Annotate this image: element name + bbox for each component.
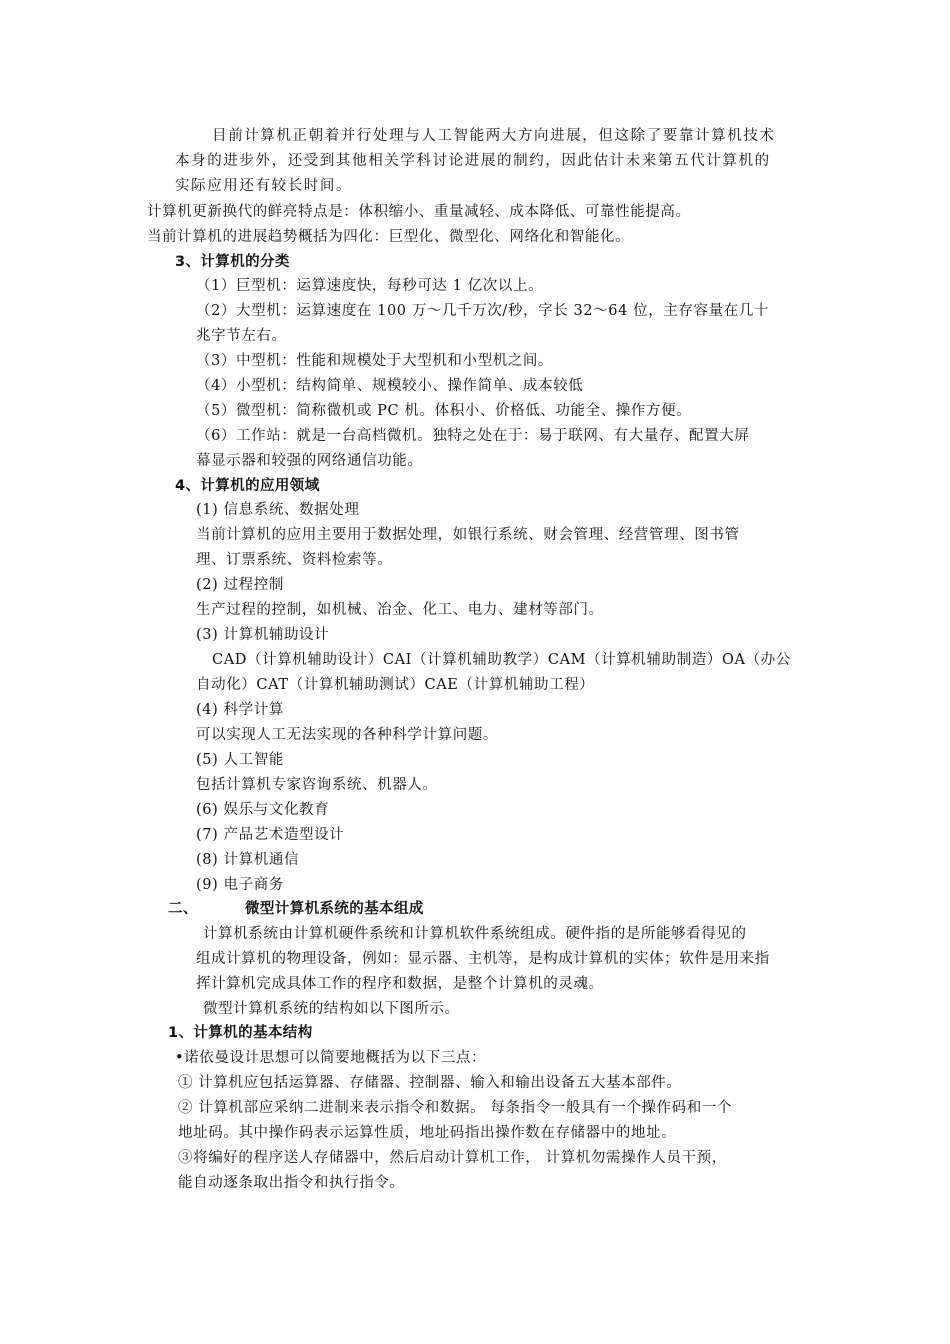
list-item: （4）小型机：结构简单、规模较小、操作简单、成本较低 <box>196 378 584 394</box>
list-item: (3) 计算机辅助设计 <box>196 627 330 643</box>
intro-trends: 当前计算机的进展趋势概括为四化：巨型化、微型化、网络化和智能化。 <box>147 229 631 245</box>
body-line: 挥计算机完成具体工作的程序和数据，是整个计算机的灵魂。 <box>196 976 604 992</box>
bullet-line: •诺依曼设计思想可以简要地概括为以下三点： <box>175 1050 487 1066</box>
chapter-number: 二、 <box>168 901 198 917</box>
intro-features: 计算机更新换代的鲜亮特点是：体积缩小、重量减轻、成本降低、可靠性能提高。 <box>147 204 691 220</box>
list-item: (5) 人工智能 <box>196 752 284 768</box>
list-item: (8) 计算机通信 <box>196 852 300 868</box>
list-item: （5）微型机：简称微机或 PC 机。体积小、价格低、功能全、操作方便。 <box>196 403 692 419</box>
body-line: 组成计算机的物理设备，例如：显示器、主机等，是构成计算机的实体；软件是用来指 <box>196 951 770 967</box>
list-item: （2）大型机：运算速度在 100 万～几千万次/秒，字长 32～64 位，主存容量在几十 <box>196 303 770 319</box>
list-item: ① 计算机应包括运算器、存储器、控制器、输入和输出设备五大基本部件。 <box>178 1075 682 1091</box>
list-item: 生产过程的控制，如机械、冶金、化工、电力、建材等部门。 <box>196 602 604 618</box>
list-item: ② 计算机部应采纳二进制来表示指令和数据。 每条指令一般具有一个操作码和一个 <box>178 1100 733 1116</box>
list-item: （1）巨型机：运算速度快，每秒可达 1 亿次以上。 <box>196 278 544 294</box>
body-line: 微型计算机系统的结构如以下图所示。 <box>203 1001 460 1017</box>
list-item: (2) 过程控制 <box>196 577 284 593</box>
list-item: 兆字节左右。 <box>196 328 287 344</box>
list-item: （6）工作站：就是一台高档微机。独特之处在于：易于联网、有大量存、配置大屏 <box>196 428 750 444</box>
body-line: 计算机系统由计算机硬件系统和计算机软件系统组成。硬件指的是所能够看得见的 <box>203 926 747 942</box>
list-item: （3）中型机：性能和规模处于大型机和小型机之间。 <box>196 353 554 369</box>
list-item: (1) 信息系统、数据处理 <box>196 502 360 518</box>
section-heading-classification: 3、计算机的分类 <box>175 254 290 270</box>
list-item: 能自动逐条取出指令和执行指令。 <box>178 1175 405 1191</box>
list-item: (7) 产品艺术造型设计 <box>196 827 345 843</box>
section-heading-basic-structure: 1、计算机的基本结构 <box>168 1025 313 1041</box>
list-item: CAD（计算机辅助设计）CAI（计算机辅助教学）CAM（计算机辅助制造）OA（办公 <box>212 652 791 668</box>
intro-line-2: 本身的进步外，还受到其他相关学科讨论进展的制约，因此估计未来第五代计算机的 <box>175 153 771 169</box>
list-item: 理、订票系统、资料检索等。 <box>196 552 393 568</box>
intro-line-1: 目前计算机正朝着并行处理与人工智能两大方向进展，但这除了要靠计算机技术 <box>212 128 776 144</box>
list-item: 地址码。其中操作码表示运算性质，地址码指出操作数在存储器中的地址。 <box>178 1125 677 1141</box>
chapter-title: 微型计算机系统的基本组成 <box>245 901 424 917</box>
list-item: 可以实现人工无法实现的各种科学计算问题。 <box>196 727 498 743</box>
section-heading-applications: 4、计算机的应用领域 <box>175 478 320 494</box>
list-item: (4) 科学计算 <box>196 702 284 718</box>
list-item: (9) 电子商务 <box>196 877 284 893</box>
list-item: 自动化）CAT（计算机辅助测试）CAE（计算机辅助工程） <box>196 677 595 693</box>
list-item: 幕显示器和较强的网络通信功能。 <box>196 453 423 469</box>
list-item: 当前计算机的应用主要用于数据处理，如银行系统、财会管理、经营管理、图书管 <box>196 527 740 543</box>
list-item: 包括计算机专家咨询系统、机器人。 <box>196 777 438 793</box>
list-item: (6) 娱乐与文化教育 <box>196 802 330 818</box>
intro-line-3: 实际应用还有较长时间。 <box>175 178 353 194</box>
list-item: ③将编好的程序送人存储器中，然后启动计算机工作， 计算机勿需操作人员干预， <box>178 1150 727 1166</box>
